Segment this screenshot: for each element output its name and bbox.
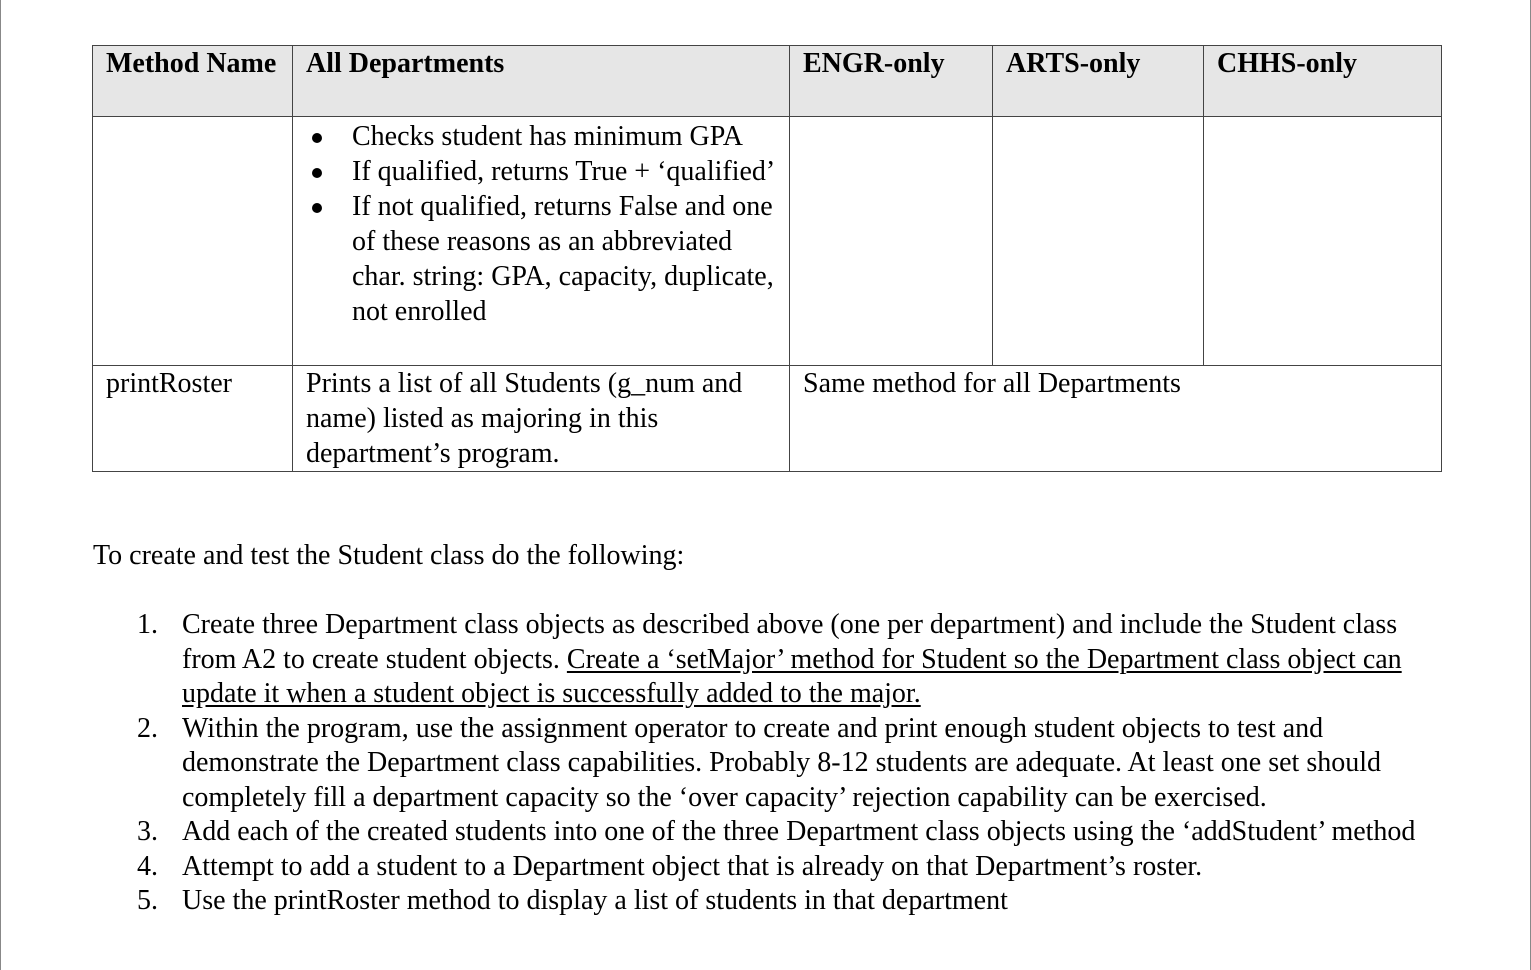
step-number: 5. (137, 885, 158, 916)
header-chhs-only: CHHS-only (1204, 46, 1442, 117)
row2-same-method-cell: Same method for all Departments (790, 366, 1442, 472)
bullet-item: Checks student has minimum GPA (306, 119, 777, 154)
list-item (137, 850, 1447, 885)
step-number: 1. (137, 609, 158, 640)
row1-chhs-cell (1204, 117, 1442, 366)
step-text: Add each of the created students into one of the three Department class objects using the ‘addStudent’ method (182, 816, 1416, 847)
row2-all-departments-cell: Prints a list of all Students (g_num and name) listed as majoring in this department’s program. (293, 366, 790, 472)
step-text: Within the program, use the assignment operator to create and print enough student objects to test and demonstrate the Department class capabilities. Probably 8-12 students are adequate. At least one set should completely fill a department capacity so the ‘over capacity’ rejection capability can be exercised. (182, 712, 1381, 813)
step-underlined-text: Create a ‘setMajor’ method for Student so the Department class object can update it when a student object is successfully added to the major. (182, 643, 1402, 709)
header-arts-only: ARTS-only (993, 46, 1204, 117)
list-item (137, 712, 1447, 816)
table-row (93, 117, 1442, 366)
instruction-list (137, 608, 1447, 919)
header-method-name: Method Name (93, 46, 293, 117)
step-text: Use the printRoster method to display a list of students in that department (182, 885, 1008, 916)
step-text: Create three Department class objects as described above (one per department) and include the Student class from A2 to create student objects. (182, 609, 1398, 675)
methods-table (92, 45, 1442, 472)
row1-engr-cell (790, 117, 993, 366)
step-number: 2. (137, 712, 158, 744)
list-item (137, 608, 1447, 712)
row1-method-cell (93, 117, 293, 366)
row1-bullet-list (306, 119, 777, 329)
list-item (137, 815, 1447, 850)
step-number: 4. (137, 850, 158, 882)
bullet-item: If not qualified, returns False and one of these reasons as an abbreviated char. string: GPA, capacity, duplicate, not enrolled (306, 189, 777, 329)
header-all-departments: All Departments (293, 46, 790, 117)
step-number: 3. (137, 816, 158, 847)
bullet-item: If qualified, returns True + ‘qualified’ (306, 154, 777, 189)
list-item (137, 884, 1447, 919)
row1-arts-cell (993, 117, 1204, 366)
table-header-row (93, 46, 1442, 117)
step-text: Attempt to add a student to a Department object that is already on that Department’s roster. (182, 850, 1203, 882)
row2-method-cell: printRoster (93, 366, 293, 472)
row1-all-departments-cell (293, 117, 790, 366)
header-engr-only: ENGR-only (790, 46, 993, 117)
intro-paragraph: To create and test the Student class do the following: (93, 540, 685, 571)
table-row (93, 366, 1442, 472)
